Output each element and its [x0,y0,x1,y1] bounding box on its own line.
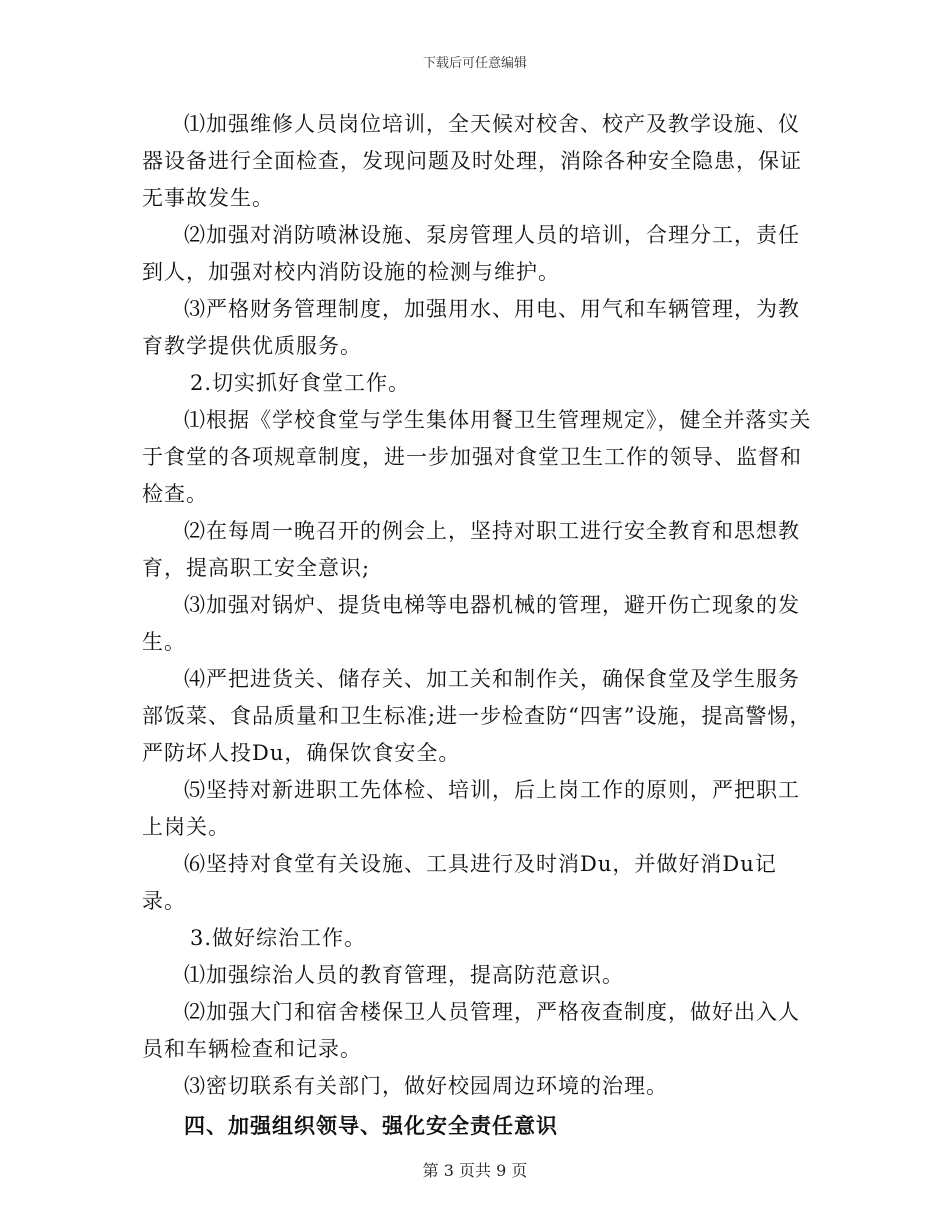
paragraph-campus-environment: ⑶密切联系有关部门，做好校园周边环境的治理。 [184,1074,668,1098]
document-body [142,106,812,1144]
subheading-canteen: 2.切实抓好食堂工作。 [190,371,411,395]
page-footer: 第 3 页共 9 页 [422,1161,528,1180]
subheading-security: 3.做好综治工作。 [190,926,367,950]
paragraph-security-staff: ⑴加强综治人员的教育管理，提高防范意识。 [184,963,624,987]
paragraph-maintenance-training: ⑴加强维修人员岗位培训，全天候对校舍、校产及教学设施、仪器设备进行全面检查，发现问题及时处理，消除各种安全隐患，保证无事故发生。 [142,112,802,210]
paragraph-gate-dormitory: ⑵加强大门和宿舍楼保卫人员管理，严格夜查制度，做好出入人员和车辆检查和记录。 [142,1000,800,1061]
page-header: 下载后可任意编辑 [422,56,527,71]
paragraph-disinfection: ⑹坚持对食堂有关设施、工具进行及时消Du，并做好消Du记录。 [142,852,777,913]
section-heading: 四、加强组织领导、强化安全责任意识 [184,1113,558,1138]
paragraph-finance-management: ⑶严格财务管理制度，加强用水、用电、用气和车辆管理，为教育教学提供优质服务。 [142,297,800,358]
paragraph-canteen-regulations: ⑴根据《学校食堂与学生集体用餐卫生管理规定》，健全并落实关于食堂的各项规章制度，进一步加强对食堂卫生工作的领导、监督和检查。 [142,408,812,506]
paragraph-new-staff: ⑸坚持对新进职工先体检、培训，后上岗工作的原则，严把职工上岗关。 [142,778,800,839]
paragraph-food-quality: ⑷严把进货关、储存关、加工关和制作关，确保食堂及学生服务部饭菜、食品质量和卫生标准;进一步检查防“四害”设施，提高警惕，严防坏人投Du，确保饮食安全。 [142,667,812,765]
paragraph-fire-facilities: ⑵加强对消防喷淋设施、泵房管理人员的培训，合理分工，责任到人，加强对校内消防设施的检测与维护。 [142,223,800,284]
paragraph-weekly-meeting: ⑵在每周一晚召开的例会上，坚持对职工进行安全教育和思想教育，提高职工安全意识; [142,519,800,580]
paragraph-boiler-elevator: ⑶加强对锅炉、提货电梯等电器机械的管理，避开伤亡现象的发生。 [142,593,800,654]
